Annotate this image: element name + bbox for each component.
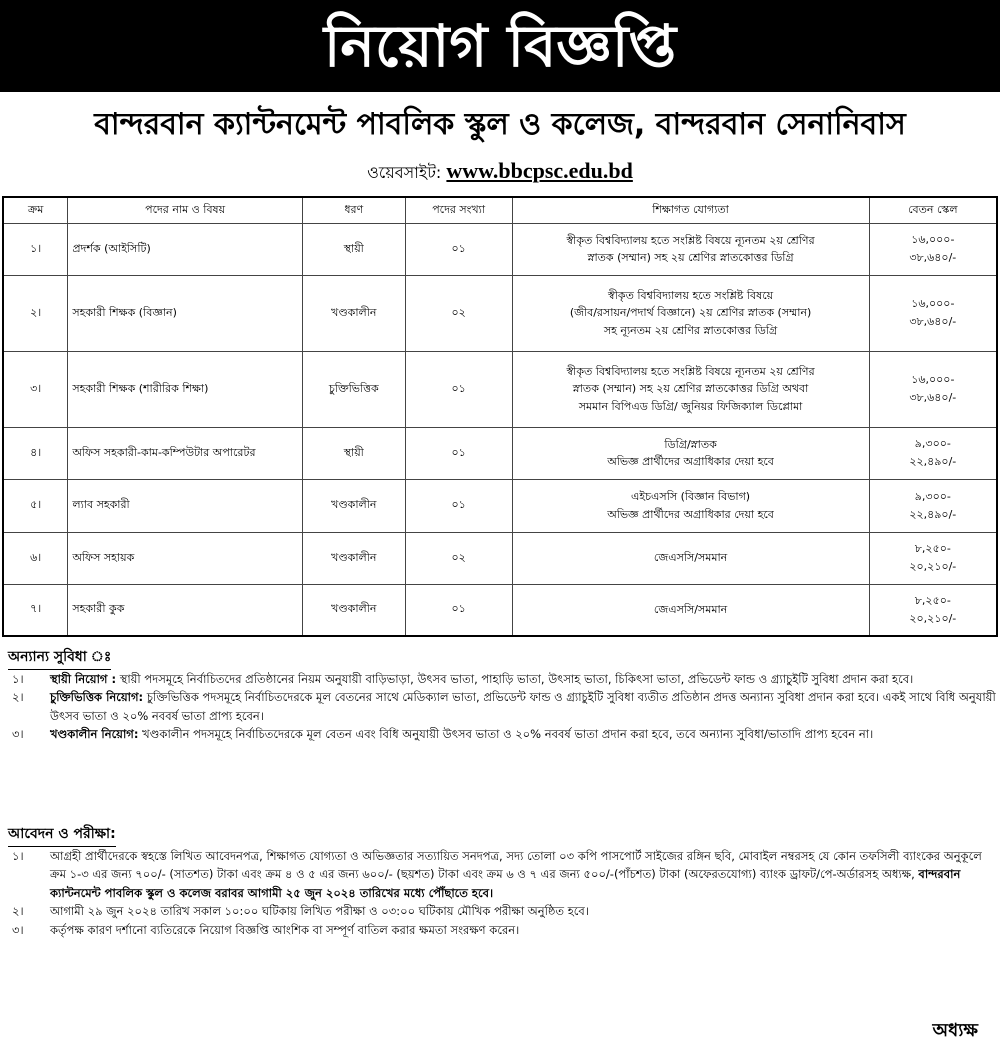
item-number: ২। <box>12 690 24 705</box>
qual-line: স্বীকৃত বিশ্ববিদ্যালয় হতে সংশ্লিষ্ট বিষয়ে ন্যূনতম ২য় শ্রেণির <box>566 365 815 379</box>
col-qualification: শিক্ষাগত যোগ্যতা <box>512 197 869 223</box>
post-name: প্রদর্শক (আইসিটি) <box>68 223 302 275</box>
post-count: ০১ <box>405 351 512 427</box>
table-row <box>3 223 997 275</box>
post-name: সহকারী শিক্ষক (বিজ্ঞান) <box>68 275 302 351</box>
item-number: ৩। <box>12 922 24 937</box>
qual-line: অভিজ্ঞ প্রার্থীদের অগ্রাধিকার দেয়া হবে <box>607 507 774 521</box>
qual-line: জেএসসি/সমমান <box>653 551 728 565</box>
col-count: পদের সংখ্যা <box>405 197 512 223</box>
application-item <box>8 847 998 902</box>
salary-max: ২২,৪৯০/- <box>909 507 957 521</box>
qual-line: এইচএসসি (বিজ্ঞান বিভাগ) <box>631 490 751 504</box>
post-type: খণ্ডকালীন <box>302 275 405 351</box>
benefit-item <box>8 725 998 743</box>
item-text: চুক্তিভিত্তিক পদসমূহে নির্বাচিতদেরকে মূল বেতনের সাথে মেডিক্যাল ভাতা, প্রভিডেন্ট ফান্ড ও গ্র্যাচুইটি সুবিধা ব্যতীত প্রতিষ্ঠান প্রদত্ত অন্যান্য সুবিধা প্রদান করা হবে। একই সাথে বিধি অনুযায়ী উৎসব ভাতা ও ২০% নববর্ষ ভাতা প্রাপ্য হবেন। <box>50 690 996 723</box>
benefit-item <box>8 688 998 725</box>
salary-min: ১৬,০০০- <box>911 373 955 387</box>
serial: ৫। <box>3 479 68 532</box>
post-type: চুক্তিভিত্তিক <box>302 351 405 427</box>
item-text: কর্তৃপক্ষ কারণ দর্শানো ব্যতিরেকে নিয়োগ বিজ্ঞপ্তি আংশিক বা সম্পূর্ণ বাতিল করার ক্ষমতা সংরক্ষণ করেন। <box>50 922 520 937</box>
qual-line: (জীব/রসায়ন/পদার্থ বিজ্ঞানে) ২য় শ্রেণির স্নাতক (সম্মান) <box>569 306 812 320</box>
salary <box>869 351 997 427</box>
institution-name: বান্দরবান ক্যান্টনমেন্ট পাবলিক স্কুল ও কলেজ, বান্দরবান সেনানিবাস <box>94 107 906 142</box>
qualification <box>512 532 869 584</box>
serial: ৪। <box>3 427 68 479</box>
item-text: স্থায়ী পদসমূহে নির্বাচিতদের প্রতিষ্ঠানের নিয়ম অনুযায়ী বাড়িভাড়া, উৎসব ভাতা, পাহাড়ি ভাতা, উৎসাহ ভাতা, চিকিৎসা ভাতা, প্রভিডেন্ট ফান্ড ও গ্র্যাচুইটি সুবিধা প্রদান করা হবে। <box>116 672 914 686</box>
salary-min: ৯,৩০০- <box>914 437 951 451</box>
salary-max: ৩৮,৬৪০/- <box>909 315 957 328</box>
salary-max: ৩৮,৬৪০/- <box>909 391 957 404</box>
post-name: ল্যাব সহকারী <box>68 479 302 532</box>
post-type: স্থায়ী <box>302 427 405 479</box>
col-post: পদের নাম ও বিষয় <box>68 197 302 223</box>
post-type: খণ্ডকালীন <box>302 479 405 532</box>
qualification <box>512 427 869 479</box>
website-label: ওয়েবসাইট: <box>367 163 442 182</box>
salary-min: ৮,২৫০- <box>914 594 951 608</box>
post-name: অফিস সহায়ক <box>68 532 302 584</box>
item-number: ২। <box>12 904 24 919</box>
benefits-title: অন্যান্য সুবিধা ঃ <box>8 645 111 670</box>
post-name: সহকারী কুক <box>68 584 302 636</box>
serial: ১। <box>3 223 68 275</box>
qual-line: স্নাতক (সম্মান) সহ ২য় শ্রেণির স্নাতকোত্তর ডিগ্রি <box>587 251 794 264</box>
salary-max: ২০,২১০/- <box>909 611 957 625</box>
item-text: খণ্ডকালীন পদসমূহে নির্বাচিতদেরকে মূল বেতন এবং বিধি অনুযায়ী উৎসব ভাতা ও ২০% নববর্ষ ভাতা প্রদান করা হবে, তবে অন্যান্য সুবিধা/ভাতাদি প্রাপ্য হবেন না। <box>138 727 874 742</box>
qualification <box>512 275 869 351</box>
qual-line: সহ ন্যূনতম ২য় শ্রেণির স্নাতকোত্তর ডিগ্রি <box>603 323 778 337</box>
item-heading: খণ্ডকালীন নিয়োগ: <box>50 727 139 742</box>
table-row <box>3 275 997 351</box>
salary <box>869 479 997 532</box>
salary-min: ৮,২৫০- <box>914 542 951 556</box>
website-line <box>0 158 1000 187</box>
serial: ৩। <box>3 351 68 427</box>
salary-max: ৩৮,৬৪০/- <box>909 251 957 264</box>
table-row <box>3 427 997 479</box>
post-type: স্থায়ী <box>302 223 405 275</box>
salary-max: ২২,৪৯০/- <box>909 455 957 468</box>
salary <box>869 275 997 351</box>
post-count: ০১ <box>405 223 512 275</box>
item-text: আগামী ২৯ জুন ২০২৪ তারিখ সকাল ১০:০০ ঘটিকায় লিখিত পরীক্ষা ও ০৩:০০ ঘটিকায় মৌখিক পরীক্ষা অনুষ্ঠিত হবে। <box>50 904 589 919</box>
serial: ২। <box>3 275 68 351</box>
salary <box>869 584 997 636</box>
item-heading: চুক্তিভিত্তিক নিয়োগ: <box>50 690 144 705</box>
col-salary: বেতন স্কেল <box>869 197 997 223</box>
post-count: ০১ <box>405 584 512 636</box>
salary-min: ৯,৩০০- <box>914 489 951 503</box>
post-type: খণ্ডকালীন <box>302 532 405 584</box>
qual-line: অভিজ্ঞ প্রার্থীদের অগ্রাধিকার দেয়া হবে <box>607 455 774 468</box>
application-item <box>8 902 998 920</box>
item-text: আগ্রহী প্রার্থীদেরকে স্বহস্তে লিখিত আবেদনপত্র, শিক্ষাগত যোগ্যতা ও অভিজ্ঞতার সত্যায়িত সনদপত্র, সদ্য তোলা ০৩ কপি পাসপোর্ট সাইজের রঙ্গিন ছবি, মোবাইল নম্বরসহ যে কোন তফসিলী ব্যাংকের অনুকূলে ক্রম ১-৩ এর জন্য ৭০০/- (সাতশত) টাকা এবং ক্রম ৪ ও ৫ এর জন্য ৬০০/- (ছয়শত) টাকা এবং ক্রম ৬ ও ৭ এর জন্য ৫০০/-(পাঁচশত) টাকা (অফেরতযোগ্য) ব্যাংক ড্রাফট/পে-অর্ডারসহ অধ্যক্ষ, <box>50 849 982 882</box>
salary <box>869 427 997 479</box>
table-row <box>3 479 997 532</box>
salary <box>869 223 997 275</box>
post-count: ০২ <box>405 532 512 584</box>
col-type: ধরণ <box>302 197 405 223</box>
qualification <box>512 351 869 427</box>
principal-signature: অধ্যক্ষ <box>932 1020 978 1041</box>
qual-line: স্বীকৃত বিশ্ববিদ্যালয় হতে সংশ্লিষ্ট বিষয়ে ন্যূনতম ২য় শ্রেণির <box>566 233 815 247</box>
item-number: ৩। <box>12 727 24 742</box>
post-count: ০১ <box>405 479 512 532</box>
post-count: ০২ <box>405 275 512 351</box>
table-header-row <box>3 197 997 223</box>
post-name: অফিস সহকারী-কাম-কম্পিউটার অপারেটর <box>68 427 302 479</box>
post-type: খণ্ডকালীন <box>302 584 405 636</box>
qualification <box>512 223 869 275</box>
qual-line: জেএসসি/সমমান <box>653 603 728 617</box>
notice-banner-title: নিয়োগ বিজ্ঞপ্তি <box>0 0 1000 92</box>
qualification <box>512 584 869 636</box>
vacancy-table <box>2 196 998 637</box>
item-bold-text: বান্দরবান ক্যান্টনমেন্ট পাবলিক স্কুল ও কলেজ বরাবর আগামী ২৫ জুন ২০২৪ তারিখের মধ্যে পৌঁছাতে হবে। <box>50 867 961 900</box>
table-row <box>3 532 997 584</box>
item-heading: স্থায়ী নিয়োগ : <box>50 672 117 686</box>
application-title: আবেদন ও পরীক্ষা: <box>8 822 116 847</box>
qual-line: ডিগ্রি/স্নাতক <box>664 437 717 451</box>
salary-min: ১৬,০০০- <box>911 233 955 247</box>
qual-line: সমমান বিপিএড ডিগ্রি/ জুনিয়র ফিজিক্যাল ডিপ্লোমা <box>578 399 803 413</box>
benefits-section <box>8 645 998 744</box>
salary-min: ১৬,০০০- <box>911 297 955 311</box>
item-number: ১। <box>12 672 24 686</box>
table-row <box>3 584 997 636</box>
salary-max: ২০,২১০/- <box>909 560 957 573</box>
table-row <box>3 351 997 427</box>
post-count: ০১ <box>405 427 512 479</box>
qual-line: স্নাতক (সম্মান) সহ ২য় শ্রেণির স্নাতকোত্তর ডিগ্রি অথবা <box>572 382 809 396</box>
post-name: সহকারী শিক্ষক (শারীরিক শিক্ষা) <box>68 351 302 427</box>
qualification <box>512 479 869 532</box>
application-section <box>8 822 998 939</box>
benefit-item <box>8 670 998 688</box>
serial: ৭। <box>3 584 68 636</box>
website-link[interactable]: www.bbcpsc.edu.bd <box>446 158 633 183</box>
col-serial: ক্রম <box>3 197 68 223</box>
salary <box>869 532 997 584</box>
serial: ৬। <box>3 532 68 584</box>
application-item <box>8 921 998 939</box>
item-number: ১। <box>12 849 24 863</box>
qual-line: স্বীকৃত বিশ্ববিদ্যালয় হতে সংশ্লিষ্ট বিষয়ে <box>608 289 774 303</box>
